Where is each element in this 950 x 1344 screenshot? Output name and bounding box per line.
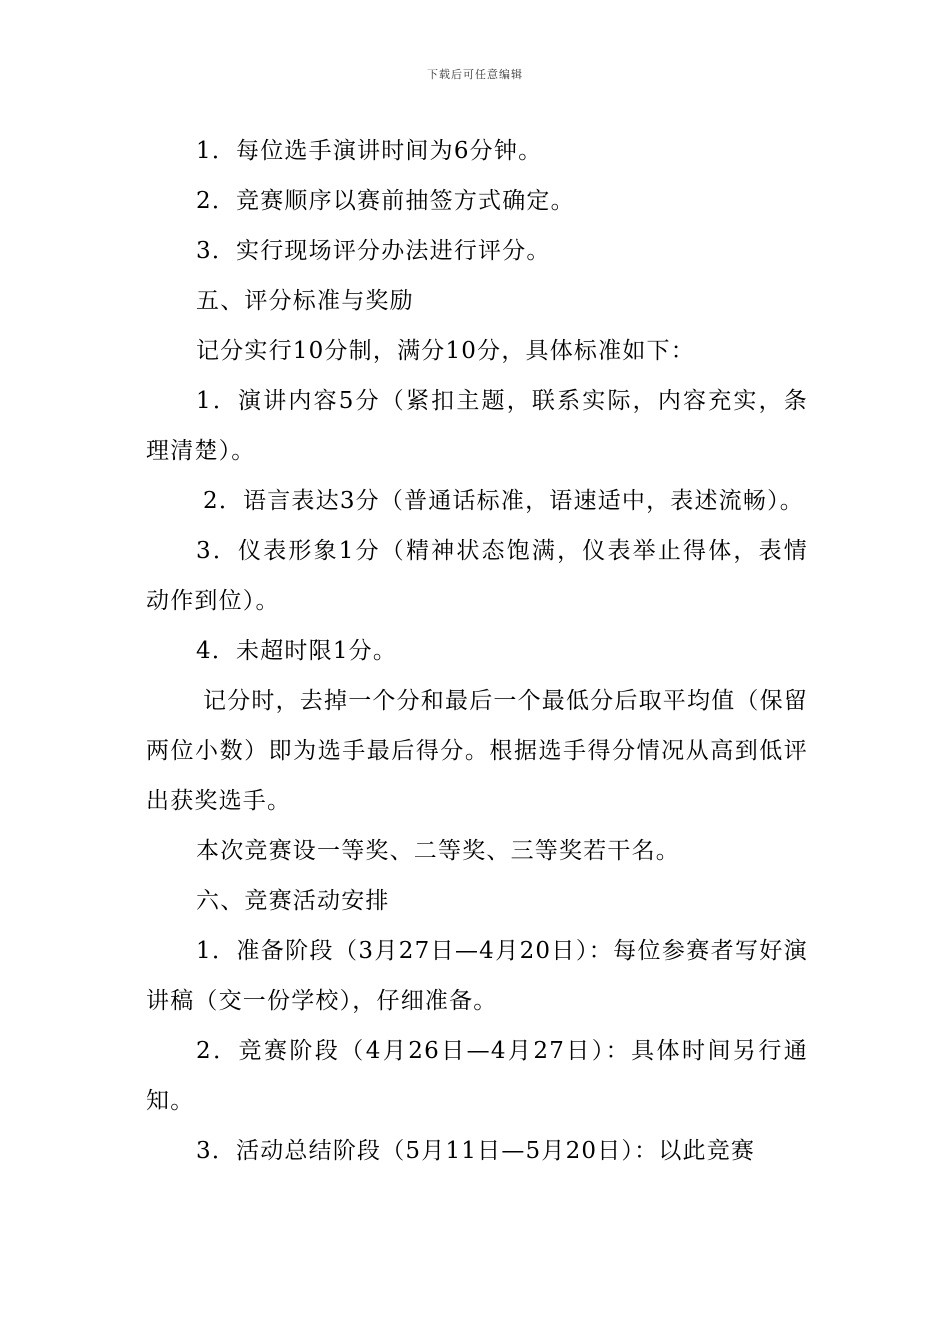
scoring-intro: 记分实行10分制，满分10分，具体标准如下：: [196, 338, 695, 364]
section-heading-schedule: 六、竞赛活动安排: [196, 888, 390, 914]
criterion-time-limit: 4．未超时限1分。: [196, 638, 398, 664]
criterion-language: 2．语言表达3分（普通话标准，语速适中，表述流畅）。: [203, 488, 804, 514]
criterion-appearance: 3．仪表形象1分（精神状态饱满，仪表举止得体，表情动作到位）。: [146, 538, 808, 614]
rule-speech-time: 1．每位选手演讲时间为6分钟。: [196, 138, 543, 164]
scoring-method: 记分时，去掉一个分和最后一个最低分后取平均值（保留两位小数）即为选手最后得分。根据选手得分情况从高到低评出获奖选手。: [146, 688, 808, 814]
section-heading-scoring: 五、评分标准与奖励: [196, 288, 414, 314]
document-body: [146, 126, 808, 1176]
schedule-preparation: 1．准备阶段（3月27日—4月20日）：每位参赛者写好演讲稿（交一份学校），仔细准备。: [146, 938, 808, 1014]
criterion-content: 1．演讲内容5分（紧扣主题，联系实际，内容充实，条理清楚）。: [146, 388, 808, 464]
schedule-competition: 2．竞赛阶段（4月26日—4月27日）：具体时间另行通知。: [146, 1038, 808, 1114]
rule-onsite-scoring: 3．实行现场评分办法进行评分。: [196, 238, 551, 264]
rule-draw-order: 2．竞赛顺序以赛前抽签方式确定。: [196, 188, 575, 214]
schedule-summary: 3．活动总结阶段（5月11日—5月20日）：以此竞赛: [196, 1138, 756, 1164]
page-header: 下载后可任意编辑: [427, 68, 523, 81]
awards-paragraph: 本次竞赛设一等奖、二等奖、三等奖若干名。: [196, 838, 680, 864]
